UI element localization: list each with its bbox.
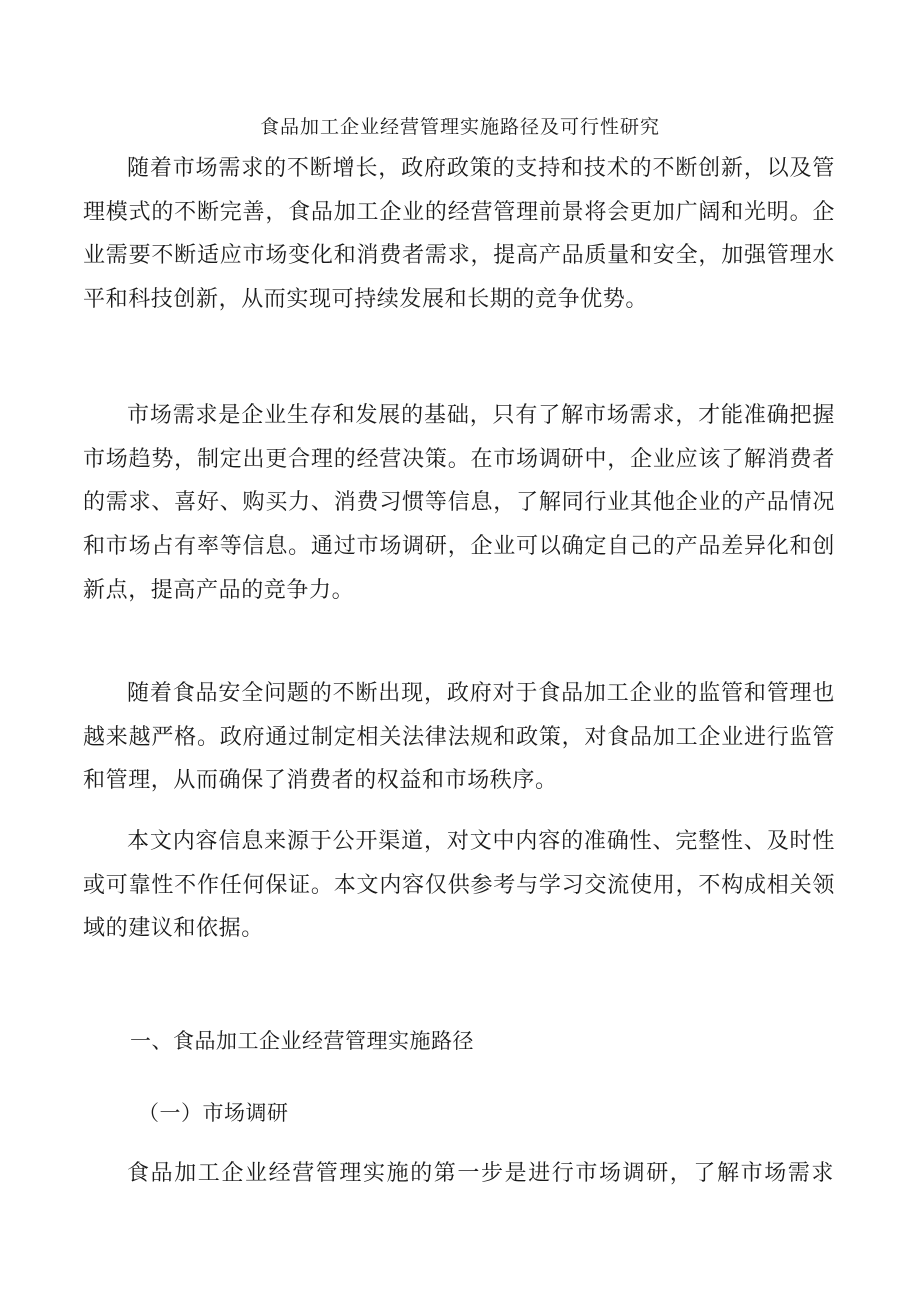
paragraph-intro: 随着市场需求的不断增长，政府政策的支持和技术的不断创新，以及管理模式的不断完善，食品加工企业的经营管理前景将会更加广阔和光明。企业需要不断适应市场变化和消费者需求，提高产品质量和安全，加强管理水平和科技创新，从而实现可持续发展和长期的竞争优势。 [83,156,835,313]
paragraph-disclaimer: 本文内容信息来源于公开渠道，对文中内容的准确性、完整性、及时性或可靠性不作任何保证。本文内容仅供参考与学习交流使用，不构成相关领域的建议和依据。 [83,829,835,942]
paragraph-market-demand: 市场需求是企业生存和发展的基础，只有了解市场需求，才能准确把握市场趋势，制定出更合理的经营决策。在市场调研中，企业应该了解消费者的需求、喜好、购买力、消费习惯等信息，了解同行业其他企业的产品情况和市场占有率等信息。通过市场调研，企业可以确定自己的产品差异化和创新点，提高产品的竞争力。 [83,403,835,603]
paragraph-government-regulation: 随着食品安全问题的不断出现，政府对于食品加工企业的监管和管理也越来越严格。政府通过制定相关法律法规和政策，对食品加工企业进行监管和管理，从而确保了消费者的权益和市场秩序。 [83,681,835,794]
document-title: 食品加工企业经营管理实施路径及可行性研究 [259,116,660,138]
paragraph-market-research: 食品加工企业经营管理实施的第一步是进行市场调研，了解市场需求 [127,1161,836,1186]
subsection-heading: （一）市场调研 [138,1101,289,1125]
section-heading: 一、食品加工企业经营管理实施路径 [130,1029,474,1053]
